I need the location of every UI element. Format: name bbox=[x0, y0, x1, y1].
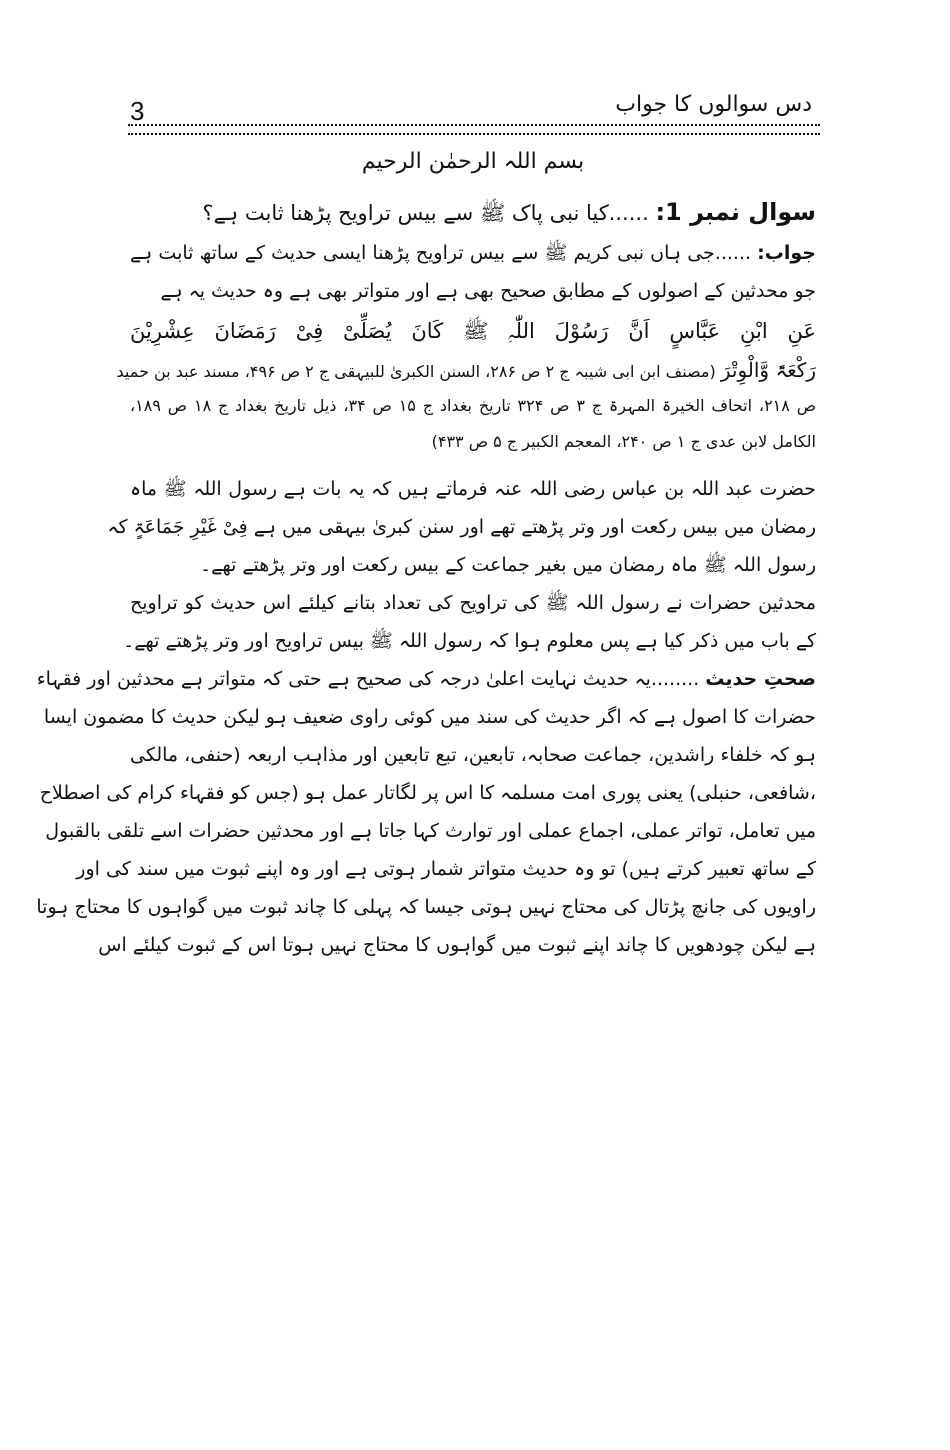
running-title: دس سوالوں کا جواب bbox=[615, 92, 812, 117]
paragraph-1-line-2: رمضان میں بیس رکعت اور وتر پڑھتے تھے اور سنن کبریٰ بیہقی میں ہے فِیْ غَیْرِ جَمَاعَۃٍ کہ bbox=[107, 516, 816, 538]
hadith-reference-start: (مصنف ابن ابی شیبہ ج ۲ ص ۲۸۶، السنن الکبریٰ للبیہقی ج ۲ ص ۴۹۶، مسند عبد بن حمید bbox=[116, 362, 716, 381]
question-text: ......کیا نبی پاک ﷺ سے بیس تراویح پڑھنا ثابت ہے؟ bbox=[202, 201, 649, 225]
hadith-reference-line-1 bbox=[116, 352, 816, 388]
answer-label: جواب: bbox=[757, 242, 816, 264]
hadith-arabic-line-1: عَنِ ابْنِ عَبَّاسٍ اَنَّ رَسُوْلَ اللّٰہِ ﷺ کَانَ یُصَلِّیْ فِیْ رَمَضَانَ عِشْرِیْنَ bbox=[130, 319, 816, 343]
paragraph-3-line: ہو کہ خلفاء راشدین، جماعت صحابہ، تابعین، تبع تابعین اور مذاہب اربعہ (حنفی، مالکی bbox=[130, 744, 816, 766]
header-divider bbox=[128, 124, 820, 135]
answer-line-1 bbox=[130, 234, 816, 272]
paragraph-3-line: میں تعامل، تواتر عملی، اجماع عملی اور توارث کہا جاتا ہے اور محدثین حضرات اسے تلقی بالقبول bbox=[45, 820, 816, 842]
paragraph-3-line: ہے لیکن چودھویں کا چاند اپنے ثبوت میں گواہوں کا محتاج نہیں ہوتا اس کے ثبوت کیلئے اس bbox=[98, 934, 816, 956]
answer-text: ......جی ہاں نبی کریم ﷺ سے بیس تراویح پڑھنا ایسی حدیث کے ساتھ ثابت ہے bbox=[130, 242, 752, 264]
paragraph-2-line-2: کے باب میں ذکر کیا ہے پس معلوم ہوا کہ رسول اللہ ﷺ بیس تراویح اور وتر پڑھتے تھے۔ bbox=[123, 630, 816, 652]
paragraph-1-line-3: رسول اللہ ﷺ ماہ رمضان میں بغیر جماعت کے بیس رکعت اور وتر پڑھتے تھے۔ bbox=[200, 554, 816, 576]
page-body bbox=[36, 140, 817, 964]
question-line bbox=[130, 190, 816, 234]
paragraph-3-line: کے ساتھ تعبیر کرتے ہیں) تو وہ حدیث متواتر شمار ہوتی ہے اور وہ اپنے ثبوت میں سند کی اور bbox=[76, 858, 816, 880]
paragraph-3-line: راویوں کی جانچ پڑتال کی محتاج نہیں ہوتی جیسا کہ پہلی کا چاند ثبوت میں گواہوں کا محتاج ہوتا bbox=[36, 896, 816, 918]
question-label: سوال نمبر 1: bbox=[655, 198, 816, 226]
hadith-authenticity-label: صحتِ حدیث bbox=[705, 668, 816, 690]
paragraph-1-line-1: حضرت عبد اللہ بن عباس رضی اللہ عنہ فرماتے ہیں کہ یہ بات ہے رسول اللہ ﷺ ماہ bbox=[130, 478, 816, 500]
paragraph-3-line: ،شافعی، حنبلی) یعنی پوری امت مسلمہ کا اس پر لگاتار عمل ہو (جس کو فقہاء کرام کی اصطلاح bbox=[39, 782, 816, 804]
hadith-authenticity-text: ........یہ حدیث نہایت اعلیٰ درجہ کی صحیح ہے حتی کہ متواتر ہے محدثین اور فقہاء bbox=[36, 668, 700, 690]
hadith-arabic-continuation: رَکْعَۃً وَّالْوِتْرَ bbox=[720, 358, 816, 382]
page-number: 3 bbox=[130, 96, 145, 126]
answer-line-2: جو محدثین کے اصولوں کے مطابق صحیح بھی ہے اور متواتر بھی ہے وہ حدیث یہ ہے bbox=[160, 280, 816, 302]
paragraph-3-line: حضرات کا اصول ہے کہ اگر حدیث کی سند میں کوئی راوی ضعیف ہو لیکن حدیث کا مضمون ایسا bbox=[43, 706, 816, 728]
paragraph-2-line-1: محدثین حضرات نے رسول اللہ ﷺ کی تراویح کی تعداد بتانے کیلئے اس حدیث کو تراویح bbox=[130, 592, 816, 614]
hadith-reference-line-2: ص ۲۱۸، اتحاف الخیرۃ المہرۃ ج ۳ ص ۳۲۴ تاریخ بغداد ج ۱۵ ص ۳۴، ذیل تاریخ بغداد ج ۱۸ ص ۱۸۹، bbox=[130, 396, 817, 415]
bismillah: بسم اللہ الرحمٰن الرحیم bbox=[361, 149, 585, 174]
paragraph-3-line-1 bbox=[36, 660, 816, 698]
hadith-reference-line-3: الکامل لابن عدی ج ۱ ص ۲۴۰، المعجم الکبیر ج ۵ ص ۴۳۳) bbox=[431, 432, 816, 451]
